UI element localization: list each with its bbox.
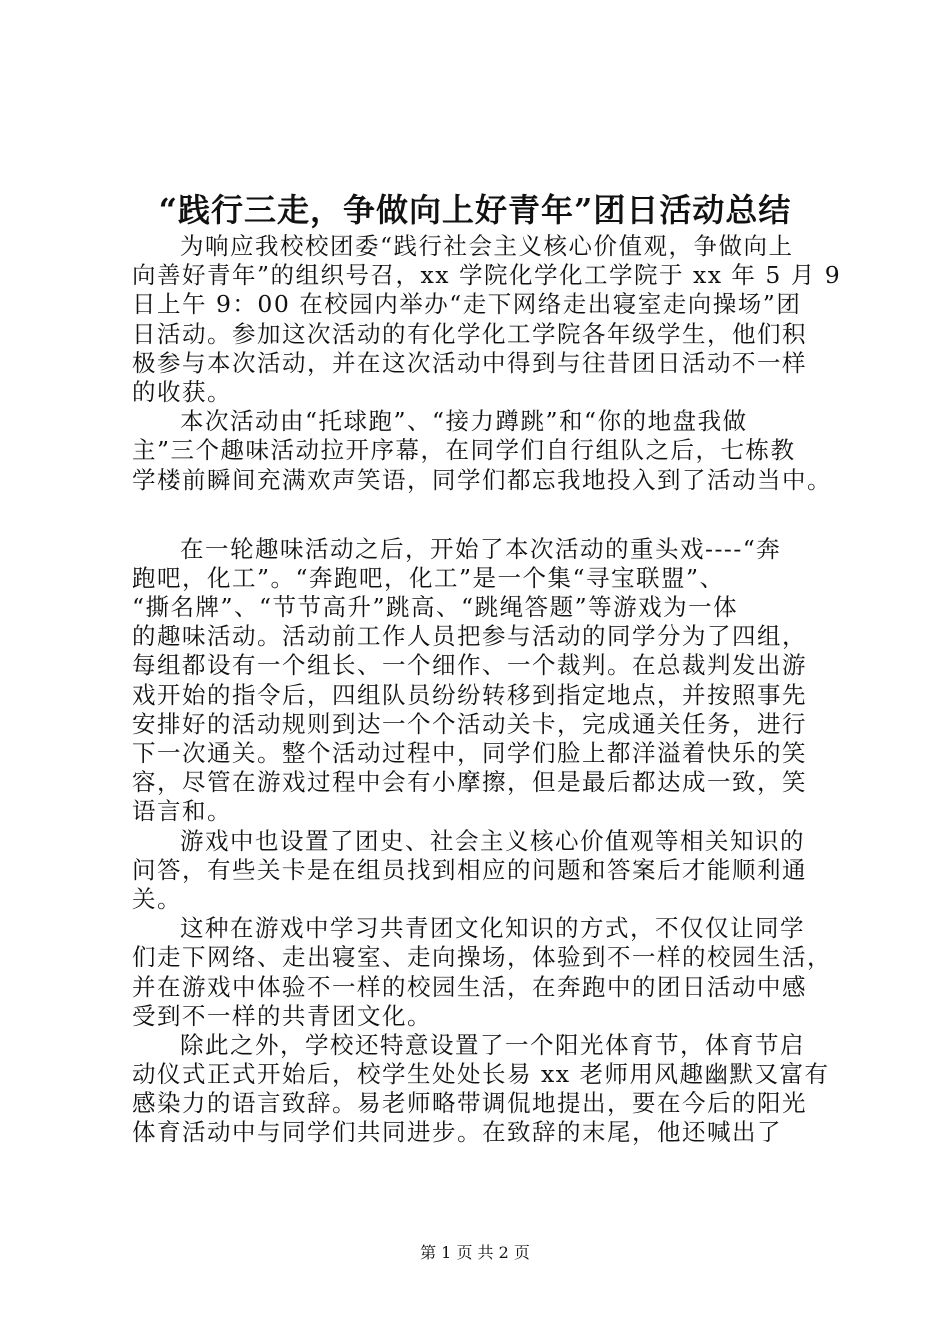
text-line: 问答，有些关卡是在组员找到相应的问题和答案后才能顺利通 xyxy=(132,855,807,884)
text-line: 感染力的语言致辞。易老师略带调侃地提出，要在今后的阳光 xyxy=(132,1089,807,1118)
text-line: 体育活动中与同学们共同进步。在致辞的末尾，他还喊出了 xyxy=(132,1118,782,1147)
text-line: 除此之外，学校还特意设置了一个阳光体育节，体育节启 xyxy=(180,1030,805,1059)
text-line: 主”三个趣味活动拉开序幕，在同学们自行组队之后，七栋教 xyxy=(132,436,796,465)
text-line: 跑吧，化工”。“奔跑吧，化工”是一个集“寻宝联盟”、 xyxy=(132,563,725,592)
paragraph-2 xyxy=(132,407,832,495)
text-line: 日上午 9：00 在校园内举办“走下网络走出寝室走向操场”团 xyxy=(132,290,802,319)
text-line: 学楼前瞬间充满欢声笑语，同学们都忘我地投入到了活动当中。 xyxy=(132,465,832,494)
text-line: 这种在游戏中学习共青团文化知识的方式，不仅仅让同学 xyxy=(180,914,805,943)
paragraph-3 xyxy=(132,535,832,827)
text-line: 本次活动由“托球跑”、“接力蹲跳”和“你的地盘我做 xyxy=(180,407,748,436)
paragraph-6 xyxy=(132,1031,832,1148)
text-line: 为响应我校校团委“践行社会主义核心价值观，争做向上 xyxy=(180,232,794,260)
text-line: 容，尽管在游戏过程中会有小摩擦，但是最后都达成一致，笑 xyxy=(132,768,807,797)
paragraph-4 xyxy=(132,827,832,915)
paragraph-1 xyxy=(132,232,842,407)
text-line: 语言和。 xyxy=(132,797,232,826)
text-line: 的收获。 xyxy=(132,377,232,406)
text-line: 并在游戏中体验不一样的校园生活，在奔跑中的团日活动中感 xyxy=(132,972,807,1001)
text-line: 日活动。参加这次活动的有化学化工学院各年级学生，他们积 xyxy=(132,319,807,348)
text-line: 每组都设有一个组长、一个细作、一个裁判。在总裁判发出游 xyxy=(132,651,807,680)
text-line: 下一次通关。整个活动过程中，同学们脸上都洋溢着快乐的笑 xyxy=(132,739,807,767)
paragraph-gap xyxy=(132,495,832,535)
document-body xyxy=(132,232,842,1148)
text-line: 极参与本次活动，并在这次活动中得到与往昔团日活动不一样 xyxy=(132,348,807,377)
text-line: 动仪式正式开始后，校学生处处长易 xx 老师用风趣幽默又富有 xyxy=(132,1060,830,1089)
text-line: 们走下网络、走出寝室、走向操场，体验到不一样的校园生活， xyxy=(132,943,832,972)
text-line: 安排好的活动规则到达一个个活动关卡，完成通关任务，进行 xyxy=(132,709,807,738)
text-line: 向善好青年”的组织号召，xx 学院化学化工学院于 xx 年 5 月 9 xyxy=(132,261,842,290)
paragraph-5 xyxy=(132,914,832,1031)
page-number-footer: 第 1 页 共 2 页 xyxy=(420,1243,530,1262)
text-line: 受到不一样的共青团文化。 xyxy=(132,1001,432,1030)
text-line: 在一轮趣味活动之后，开始了本次活动的重头戏----“奔 xyxy=(180,534,782,563)
text-line: 戏开始的指令后，四组队员纷纷转移到指定地点，并按照事先 xyxy=(132,680,807,709)
text-line: “撕名牌”、“节节高升”跳高、“跳绳答题”等游戏为一体 xyxy=(132,593,739,622)
text-line: 的趣味活动。活动前工作人员把参与活动的同学分为了四组， xyxy=(132,622,807,651)
document-title: “践行三走，争做向上好青年”团日活动总结 xyxy=(158,191,792,229)
text-line: 游戏中也设置了团史、社会主义核心价值观等相关知识的 xyxy=(180,826,805,855)
text-line: 关。 xyxy=(132,884,182,913)
